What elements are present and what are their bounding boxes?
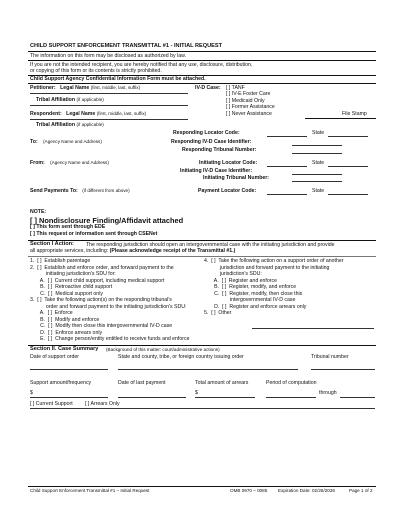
ivd-case-label: IV-D Case: <box>195 84 221 91</box>
payment-locator-label: Payment Locator Code: <box>198 188 257 194</box>
form-title: CHILD SUPPORT ENFORCEMENT TRANSMITTAL #1 - INITIAL REQUEST <box>30 43 223 49</box>
state-county-label: State and county, tribe, or foreign country issuing order <box>118 354 244 360</box>
current-support-checkbox[interactable]: [ ] Current Support <box>30 401 73 407</box>
ivd-option-former-assistance[interactable]: [ ] Former Assistance <box>226 104 275 110</box>
disclosure-text: The information on this form may be disclosed as authorized by law. <box>30 52 186 59</box>
action-item[interactable]: C. [ ] Register, modify, then close this <box>204 290 303 297</box>
support-dollar-sign: $ <box>30 390 33 396</box>
total-arrears-label: Total amount of arrears <box>195 380 249 386</box>
respondent-tribal <box>36 123 104 128</box>
action-item[interactable]: D. [ ] Enforce arrears only <box>30 329 103 336</box>
tribal-affiliation-label: Tribal Affiliation <box>36 97 76 103</box>
responding-state-label: State <box>312 130 325 136</box>
send-payments-label: Send Payments To: <box>30 188 78 194</box>
section2-hint: (Background of this matter: court/administrative actions) <box>106 346 220 352</box>
divider <box>28 83 376 84</box>
through-label: through <box>319 390 337 396</box>
period-label: Period of computation <box>266 380 317 386</box>
ivd-option-medicaid[interactable]: [ ] Medicaid Only <box>226 97 265 104</box>
action-item[interactable]: E. [ ] Change person/entity entitled to receive funds and enforce <box>30 336 190 342</box>
legal-name-label: Legal Name <box>60 84 90 91</box>
responding-ivd-label: Responding IV-D Case Identifier: <box>171 138 252 145</box>
other-action-field[interactable] <box>252 328 374 329</box>
petitioner-label: Petitioner: <box>30 84 56 91</box>
support-amount-label: Support amount/frequency <box>30 380 92 386</box>
petitioner-tribal-field[interactable] <box>30 105 188 106</box>
respondent-name-hint: (first, middle, last, suffix) <box>96 110 147 116</box>
petitioner-tribal <box>36 98 104 103</box>
action-item[interactable]: B. [ ] Modify and enforce <box>30 316 100 323</box>
confidential-notice: Child Support Agency Confidential Information Form must be attached. <box>30 76 206 82</box>
action-item[interactable]: 1. [ ] Establish parentage <box>30 258 91 264</box>
nondisclosure-checkbox[interactable]: [ ] Nondisclosure Finding/Affidavit attached <box>30 215 184 225</box>
to-label: To: <box>30 138 38 145</box>
responding-tribunal-label: Responding Tribunal Number: <box>182 146 257 153</box>
date-order-label: Date of support order <box>30 354 80 360</box>
responding-locator-label: Responding Locator Code: <box>173 130 240 136</box>
last-payment-label: Date of last payment <box>118 380 166 386</box>
payment-state-field[interactable] <box>328 194 368 195</box>
respondent-tribal-label: Tribal Affiliation <box>36 122 76 128</box>
tribunal-label: Tribunal number <box>311 354 349 360</box>
divider <box>28 51 376 52</box>
divider <box>28 60 376 61</box>
action-item[interactable]: B. [ ] Retroactive child support <box>30 284 113 290</box>
recipient-warning-cont: or copying of this form or its contents is strictly prohibited. <box>30 68 162 74</box>
date-order-field[interactable] <box>30 369 108 370</box>
section1-desc2 <box>30 249 235 254</box>
tribal-hint: (if applicable) <box>76 97 104 102</box>
arrears-dollar-sign: $ <box>195 390 198 396</box>
responding-state-field[interactable] <box>328 136 368 137</box>
action-item[interactable]: D. [ ] Register and enforce arrears only <box>204 303 307 310</box>
action-item: order and forward payment to the initiating jurisdiction's SDU: <box>30 303 187 310</box>
footer-form-name: Child Support Enforcement Transmittal #1 – Initial Request <box>30 487 150 493</box>
file-stamp-line <box>305 118 376 119</box>
footer-divider <box>28 486 376 487</box>
total-arrears-field[interactable] <box>195 397 255 398</box>
section1-right-list <box>204 258 343 317</box>
acknowledge-note: (Please acknowledge receipt of the Transmittal #1.) <box>109 248 236 254</box>
initiating-ivd-field[interactable] <box>292 174 342 175</box>
ivd-option-tanf[interactable]: [ ] TANF <box>226 84 245 91</box>
initiating-tribunal-field[interactable] <box>292 181 342 182</box>
section-divider <box>28 240 376 241</box>
action-item[interactable]: A. [ ] Register and enforce <box>204 277 277 284</box>
section1-title: Section I Action: <box>30 241 74 247</box>
send-payments-row <box>30 189 130 194</box>
respondent-tribal-hint: (if applicable) <box>76 122 104 127</box>
responding-locator-field[interactable] <box>267 136 307 137</box>
petitioner-row <box>30 86 140 91</box>
legal-name-hint: (first, middle, last, suffix) <box>90 84 141 90</box>
section2-title: Section II. Case Summary <box>30 346 99 352</box>
action-item: intergovernmental IV-D case <box>204 297 296 303</box>
ivd-option-never-assistance[interactable]: [ ] Never Assistance <box>226 110 272 117</box>
to-row <box>30 140 102 145</box>
initiating-locator-label: Initiating Locator Code: <box>199 160 258 166</box>
action-item[interactable]: 3. [ ] Take the following action(s) on the responding tribunal's <box>30 297 172 303</box>
send-payments-hint: (if different from above) <box>82 188 130 193</box>
note-label: NOTE: <box>30 209 47 215</box>
from-hint: (Agency Name and Address) <box>50 160 109 165</box>
respondent-legal-name-label: Legal Name <box>66 110 96 117</box>
arrears-only-checkbox[interactable]: [ ] Arrears Only <box>85 401 120 407</box>
initiating-ivd-label: Initiating IV-D Case Identifier: <box>180 167 253 174</box>
responding-tribunal-field[interactable] <box>292 153 342 154</box>
action-item[interactable]: 4. [ ] Take the following action on a support order of another <box>204 258 344 264</box>
initiating-locator-field[interactable] <box>267 166 307 167</box>
respondent-label: Respondent: <box>30 110 62 117</box>
respondent-name-field[interactable] <box>30 119 188 120</box>
csenet-checkbox[interactable]: [ ] This request or information sent through CSENet <box>30 230 158 237</box>
from-label: From: <box>30 160 45 166</box>
to-hint: (Agency Name and Address) <box>43 138 102 144</box>
action-item: initiating jurisdiction's SDU for: <box>30 271 116 277</box>
support-amount-field[interactable] <box>30 397 108 398</box>
ivd-option-foster-care[interactable]: [ ] IV-E Foster Care <box>226 91 271 97</box>
footer-page: Page 1 of 2 <box>349 487 373 493</box>
respondent-row <box>30 112 146 117</box>
recipient-warning: If you are not the intended recipient, you are hereby notified that any use, disclosure, distribution, <box>30 61 253 68</box>
payment-locator-field[interactable] <box>267 194 307 195</box>
action-item: jurisdiction and forward payment to the initiating <box>204 264 330 271</box>
section1-left-list <box>30 258 189 343</box>
action-item[interactable]: C. [ ] Medical support only <box>30 290 103 297</box>
from-row <box>30 161 109 166</box>
initiating-tribunal-label: Initiating Tribunal Number: <box>203 175 269 181</box>
initiating-state-field[interactable] <box>328 166 368 167</box>
payment-state-label: State <box>312 188 325 194</box>
petitioner-name-field[interactable] <box>30 93 188 94</box>
tribunal-field[interactable] <box>311 369 375 370</box>
edi-checkbox[interactable]: [ ] This form sent through EDE <box>30 224 106 230</box>
file-stamp-label: File Stamp <box>342 110 367 117</box>
action-item[interactable]: B. [ ] Register, modify, and enforce <box>204 284 297 290</box>
responding-ivd-field[interactable] <box>292 145 342 146</box>
section1-desc2-text: all appropriate services, including: <box>30 248 109 254</box>
action-item[interactable]: C. [ ] Modify then close this intergovernmental IV-D case <box>30 323 173 329</box>
state-county-field[interactable] <box>118 369 298 370</box>
period-start-field[interactable] <box>266 397 316 398</box>
action-item[interactable]: 2. [ ] Establish and enforce order, and forward payment to the <box>30 264 174 271</box>
action-item[interactable]: A. [ ] Current child support, including medical support <box>30 277 165 284</box>
summary-field[interactable] <box>30 408 375 409</box>
action-item[interactable]: A. [ ] Enforce <box>30 310 73 316</box>
action-item: jurisdiction's SDU: <box>204 271 262 277</box>
footer-omb: OMB 0970 – 0085 <box>230 487 268 493</box>
last-payment-field[interactable] <box>118 397 186 398</box>
footer-expiration: Expiration Date: 02/28/2026 <box>278 487 335 493</box>
initiating-state-label: State <box>312 160 325 166</box>
period-end-field[interactable] <box>340 397 375 398</box>
section1-desc: The responding jurisdiction should open an intergovernmental case with the initiating jurisdiction and provide <box>86 241 335 248</box>
action-item[interactable]: 5. [ ] Other <box>204 310 232 316</box>
